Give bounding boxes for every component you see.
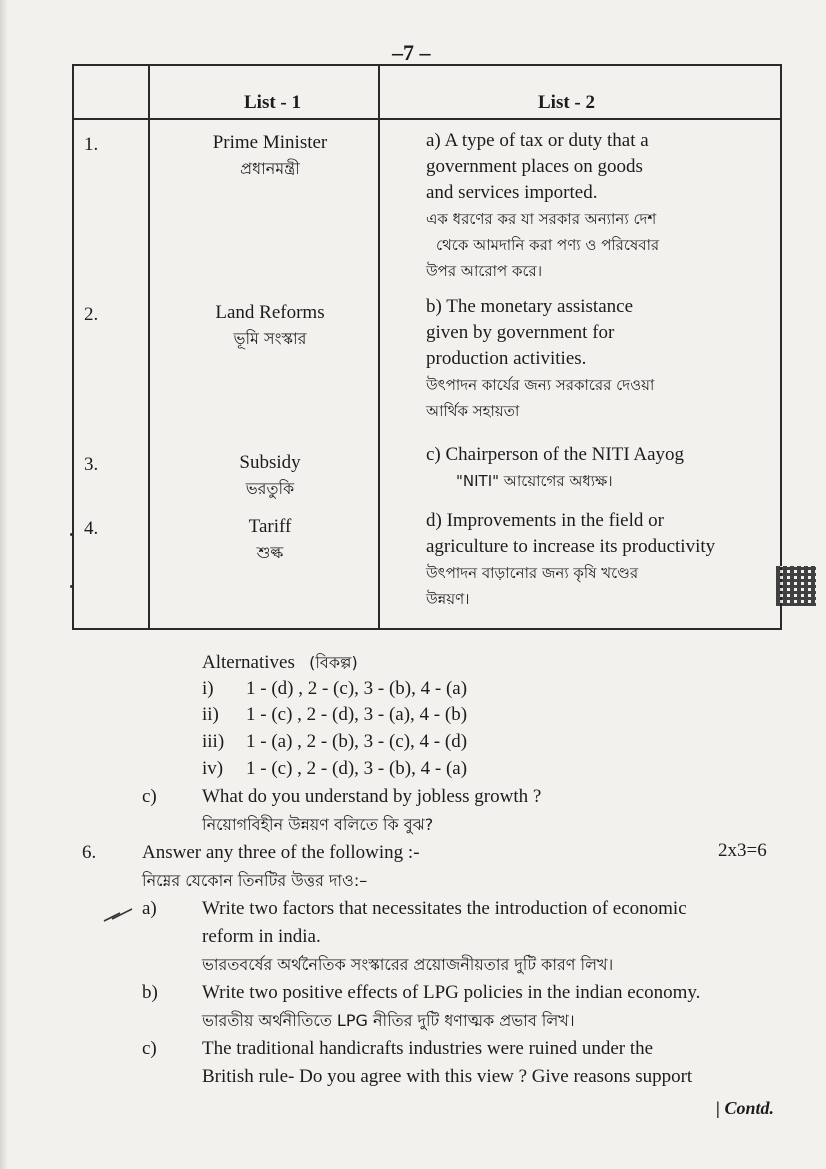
row-number: 3. [84, 454, 99, 475]
option-text: 1 - (a) , 2 - (b), 3 - (c), 4 - (d) [246, 731, 468, 752]
list-1-header: List - 1 [244, 92, 301, 113]
list-2-definition [426, 294, 776, 424]
question-number: 6. [82, 842, 97, 863]
page-number: –7 – [392, 40, 431, 65]
term-bn: শুল্ক [256, 543, 284, 562]
list-2-definition [426, 128, 776, 284]
qr-code-icon [776, 566, 816, 606]
def-line-bn: উপর আরোপ করে। [426, 262, 543, 280]
list-2-definition [426, 508, 776, 612]
part-text-en: Write two factors that necessitates the introduction of economic [202, 898, 687, 919]
def-line: given by government for [426, 322, 615, 343]
option-label: iv) [202, 758, 224, 779]
term-bn: প্রধানমন্ত্রী [240, 159, 300, 178]
part-text-en: Write two positive effects of LPG policies in the indian economy. [202, 982, 701, 1003]
question-6b [142, 980, 700, 1006]
margin-dot [70, 533, 73, 536]
term-bn: ভূমি সংস্কার [233, 329, 307, 348]
question-label: c) [142, 786, 157, 807]
def-line: production activities. [426, 348, 587, 369]
list-1-term [160, 130, 380, 182]
marks-allocation: 2x3=6 [718, 840, 767, 861]
option-label: i) [202, 678, 214, 699]
term-en: Land Reforms [215, 302, 325, 323]
question-6a-line2: reform in india. [202, 926, 321, 947]
alternative-option [202, 756, 467, 782]
alternatives-heading [202, 650, 358, 676]
def-line: and services imported. [426, 182, 598, 203]
list-1-term [160, 514, 380, 566]
question-5c-bn: নিয়োগবিহীন উন্নয়ণ বলিতে কি বুঝ? [202, 815, 434, 834]
question-6c-line2: British rule- Do you agree with this view ? Give reasons support [202, 1066, 693, 1087]
def-line: government places on goods [426, 156, 643, 177]
def-line-bn: আর্থিক সহায়তা [426, 402, 520, 420]
alternative-option [202, 729, 467, 755]
option-text: 1 - (c) , 2 - (d), 3 - (b), 4 - (a) [246, 758, 468, 779]
question-6a [142, 896, 687, 922]
question-5c [142, 784, 541, 810]
row-number: 2. [84, 304, 99, 325]
alternative-option [202, 676, 467, 702]
part-text-en: The traditional handicrafts industries were ruined under the [202, 1038, 654, 1059]
alternative-option [202, 702, 467, 728]
def-line-bn: "NITI" আয়োগের অধ্যক্ষ। [456, 472, 613, 490]
margin-dot [70, 585, 73, 588]
def-line: a) A type of tax or duty that a [426, 130, 649, 151]
option-text: 1 - (d) , 2 - (c), 3 - (b), 4 - (a) [246, 678, 468, 699]
option-label: ii) [202, 704, 219, 725]
option-label: iii) [202, 731, 225, 752]
list-1-term [160, 450, 380, 502]
term-en: Subsidy [239, 452, 301, 473]
def-line-bn: থেকে আমদানি করা পণ্য ও পরিষেবার [436, 236, 660, 254]
part-label: b) [142, 982, 158, 1003]
continued-marker: | Contd. [716, 1098, 774, 1118]
part-label: c) [142, 1038, 157, 1059]
page-edge [0, 0, 8, 1169]
alternatives-heading-bn: (বিকল্প) [309, 653, 358, 672]
def-line-bn: এক ধরণের কর যা সরকার অন্যান্য দেশ [426, 210, 657, 228]
def-line: d) Improvements in the field or [426, 510, 664, 531]
list-2-definition [426, 442, 776, 494]
def-line-bn: উৎপাদন বাড়ানোর জন্য কৃষি খণ্ডের [426, 564, 639, 582]
def-line: agriculture to increase its productivity [426, 536, 716, 557]
option-text: 1 - (c) , 2 - (d), 3 - (a), 4 - (b) [246, 704, 468, 725]
table-divider [148, 66, 150, 628]
def-line-bn: উৎপাদন কার্যের জন্য সরকারের দেওয়া [426, 376, 655, 394]
question-6 [82, 840, 420, 866]
def-line: c) Chairperson of the NITI Aayog [426, 444, 685, 465]
term-en: Prime Minister [212, 132, 328, 153]
table-header-divider [74, 118, 780, 120]
term-en: Tariff [248, 516, 292, 537]
row-number: 4. [84, 518, 99, 539]
part-label: a) [142, 898, 157, 919]
question-text-en: Answer any three of the following :- [142, 842, 420, 863]
list-2-header: List - 2 [538, 92, 595, 113]
alternatives-heading-en: Alternatives [202, 652, 295, 673]
question-6b-bn: ভারতীয় অর্থনীতিতে LPG নীতির দুটি ধণাত্মক প্রভাব লিখ। [202, 1011, 575, 1030]
question-6c [142, 1036, 653, 1062]
pen-mark-icon [102, 905, 142, 925]
question-6a-bn: ভারতবর্ষের অর্থনৈতিক সংস্কারের প্রয়োজনীয়তার দুটি কারণ লিখ। [202, 955, 614, 974]
question-text-en: What do you understand by jobless growth ? [202, 786, 542, 807]
matching-table [72, 64, 782, 630]
question-6-bn: নিম্নের যেকোন তিনটির উত্তর দাও:– [142, 871, 368, 890]
def-line-bn: উন্নয়ণ। [426, 590, 470, 608]
term-bn: ভরতুকি [245, 479, 295, 498]
def-line: b) The monetary assistance [426, 296, 633, 317]
row-number: 1. [84, 134, 99, 155]
list-1-term [160, 300, 380, 352]
